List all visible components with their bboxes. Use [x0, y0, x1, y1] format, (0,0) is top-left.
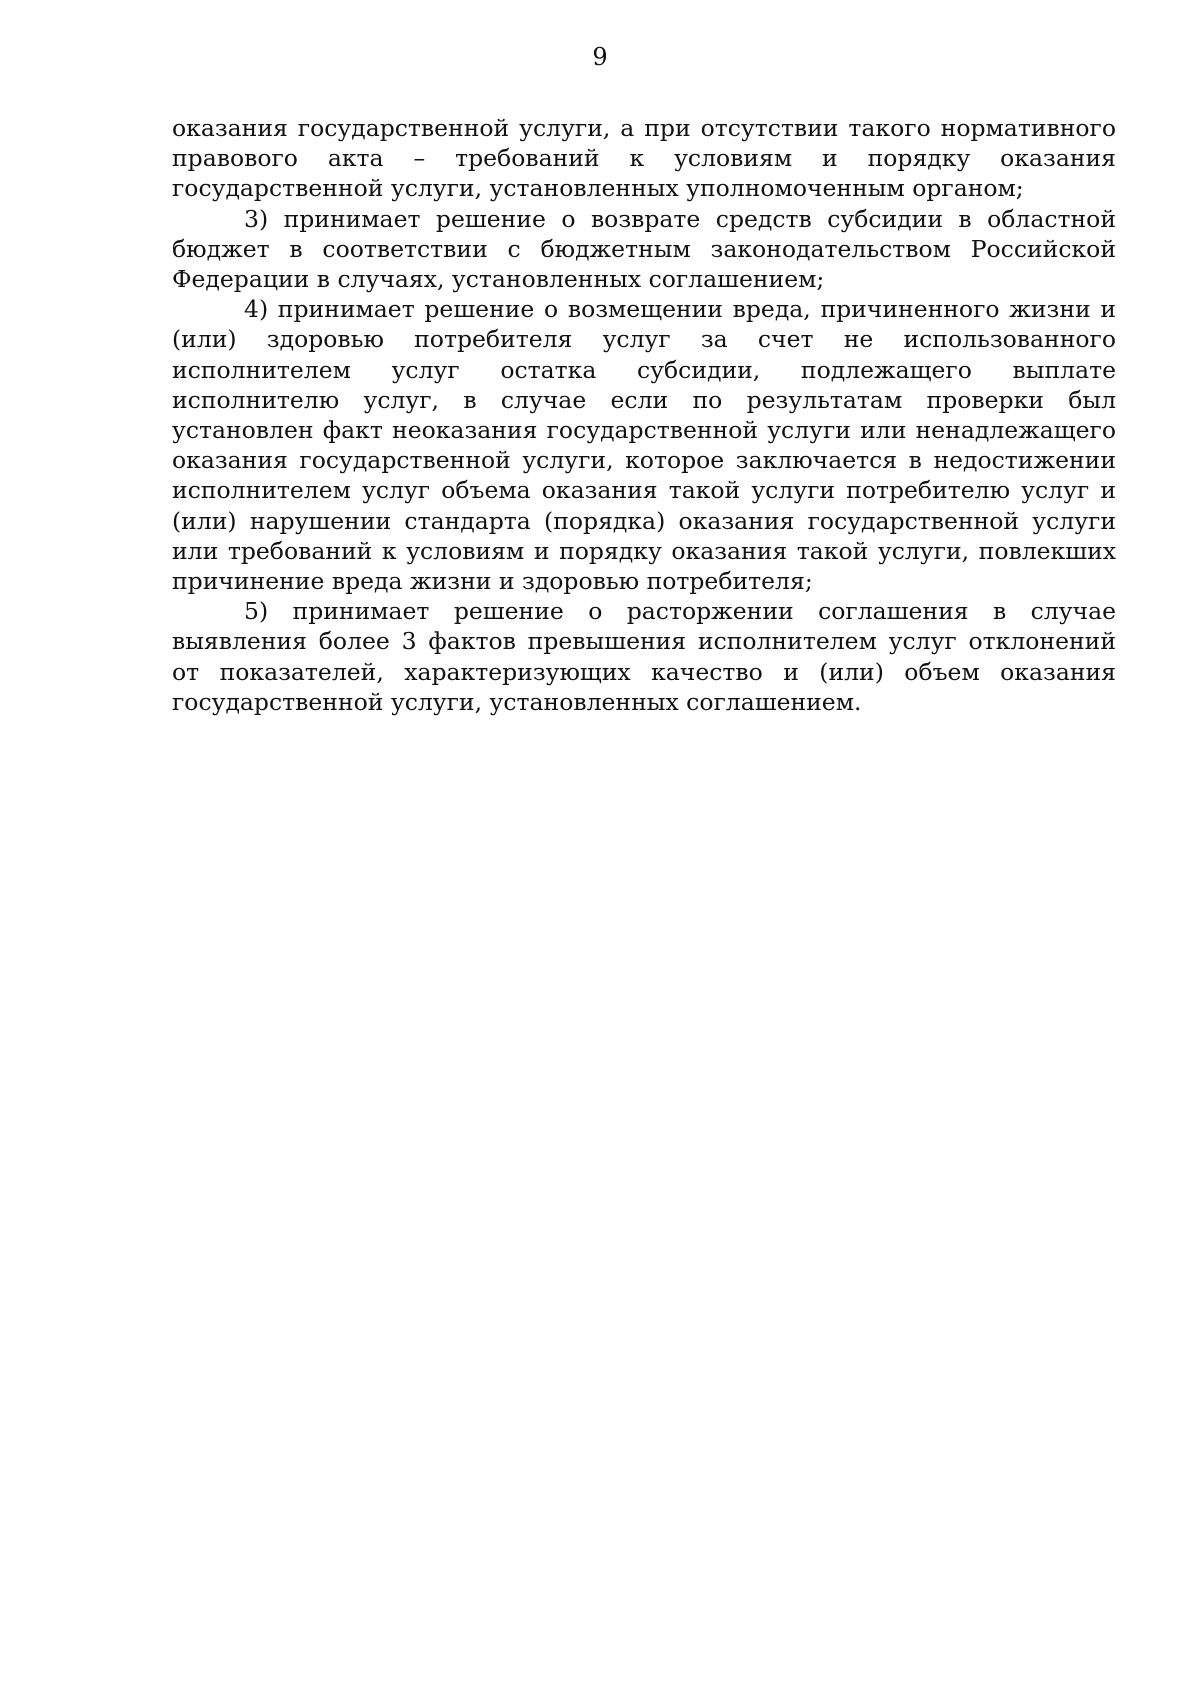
paragraph-continuation: оказания государственной услуги, а при отсутствии такого нормативного правового акта – требований к условиям и порядку оказания государственной услуги, установленных уполномоченным органом; — [172, 114, 1116, 203]
document-body — [172, 113, 1116, 717]
paragraph-item-5: 5) принимает решение о расторжении соглашения в случае выявления более 3 фактов превышения исполнителем услуг отклонений от показателей, характеризующих качество и (или) объем оказания государственной услуги, установленных соглашением. — [172, 597, 1116, 716]
paragraph-item-3: 3) принимает решение о возврате средств субсидии в областной бюджет в соответствии с бюджетным законодательством Российской Федерации в случаях, установленных соглашением; — [172, 204, 1116, 294]
page-number: 9 — [592, 43, 608, 71]
paragraph-item-4: 4) принимает решение о возмещении вреда, причиненного жизни и (или) здоровью потребителя услуг за счет не использованного исполнителем услуг остатка субсидии, подлежащего выплате исполнителю услуг, в случае если по результатам проверки был установлен факт неоказания государственной услуги или ненадлежащего оказания государственной услуги, которое заключается в недостижении исполнителем услуг объема оказания такой услуги потребителю услуг и (или) нарушении стандарта (порядка) оказания государственной услуги или требований к условиям и порядку оказания такой услуги, повлекших причинение вреда жизни и здоровью потребителя; — [172, 295, 1116, 596]
